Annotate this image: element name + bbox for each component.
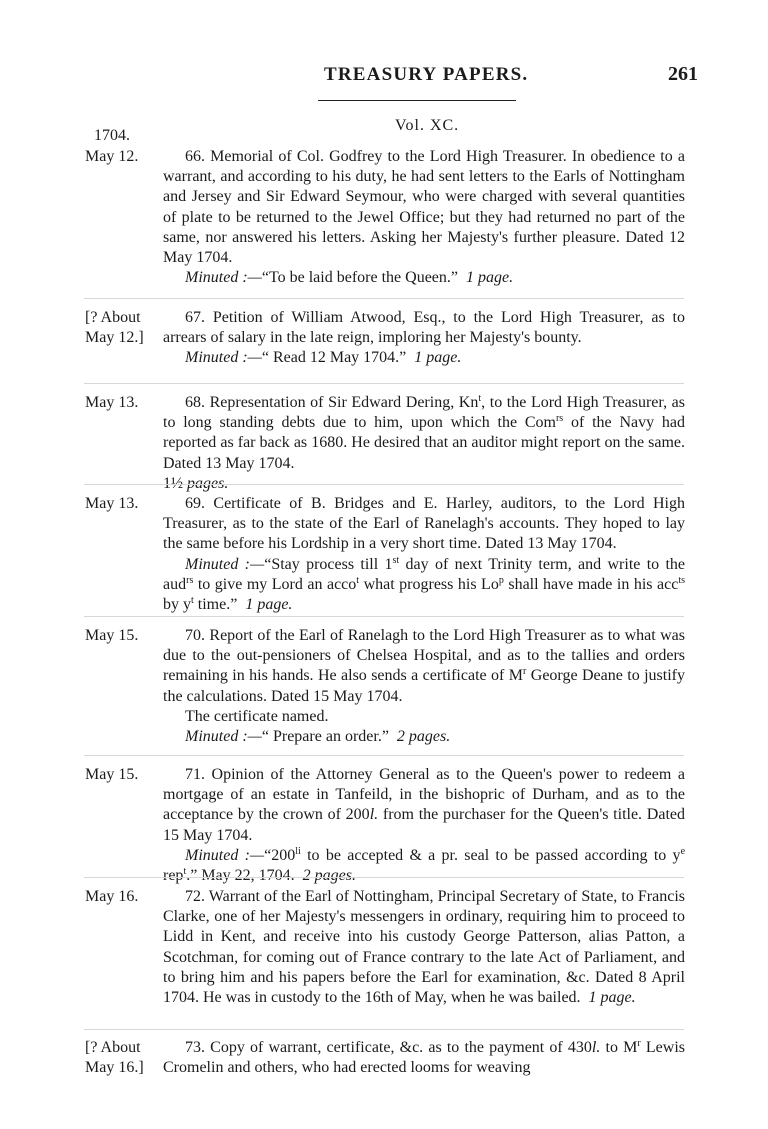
entry-67 xyxy=(163,308,685,369)
entry-divider xyxy=(84,383,684,384)
entry-text: 68. Representation of Sir Edward Dering, Kn$^t$, to the Lord High Treasurer, as to long standing debts due to him, upon which the Com$^{rs}$ of the Navy had reported as far back as 1680. He desired that an auditor might report on the same. Dated 13 May 1704. xyxy=(163,393,686,472)
entry-73 xyxy=(163,1038,685,1078)
minuted-text: Minuted $:—“200^{li}$ to be accepted & a pr. seal to be passed according to $y^e$ rep$^t$.” May 22, 1704. 2 pages. xyxy=(163,845,686,885)
minuted-text: “To be laid before the Queen.” xyxy=(261,269,458,287)
entry-text: 71. Opinion of the Attorney General as to the Queen's power to redeem a mortgage of an estate in Tanfeild, in the bishopric of Durham, and as to the acceptance by the crown of 200l. from the purchaser for the Queen's title. Dated 15 May 1704. xyxy=(163,766,685,844)
entry-71 xyxy=(163,765,685,886)
entry-divider xyxy=(84,755,684,756)
entry-66 xyxy=(163,147,685,288)
entry-text: 69. Certificate of B. Bridges and E. Harley, auditors, to the Lord High Treasurer, as to the state of the Earl of Ranelagh's accounts. They hoped to lay the same before his Lordship in a very short time. Dated 13 May 1704. xyxy=(163,495,685,553)
minuted-label: Minuted :— xyxy=(185,728,262,746)
entry-69 xyxy=(163,494,685,615)
entry-date: [? About May 16.] xyxy=(85,1039,144,1076)
running-title: TREASURY PAPERS. xyxy=(324,64,529,85)
page-count: 1 page. xyxy=(588,989,636,1007)
entry-68 xyxy=(163,393,685,494)
entry-text: 72. Warrant of the Earl of Nottingham, Principal Secretary of State, to Francis Clarke, one of her Majesty's messengers in ordinary, requiring him to proceed to Lidd in Kent, and receive into his custody George Patterson, alias Patton, a Scotchman, for coming out of France contrary to the late Act of Parliament, and to bring him and his papers before the Earl for examination, &c. Dated 8 April 1704. He was in custody to the 16th of May, when he was bailed. 1 page. xyxy=(163,888,685,1007)
entry-72 xyxy=(163,887,685,1008)
entry-text: 73. Copy of warrant, certificate, &c. as to the payment of 430l. to $M^r$ Lewis Cromelin and others, who had erected looms for weaving xyxy=(163,1038,686,1077)
year-margin: 1704. xyxy=(94,127,130,144)
entry-date: [? About May 12.] xyxy=(85,309,144,346)
entry-text: 66. Memorial of Col. Godfrey to the Lord High Treasurer. In obedience to a warrant, and according to his duty, he had sent letters to the Earls of Nottingham and Jersey and Sir Edward Seymour, who were charged with several quantities of plate to be returned to the Jewel Office; but they had returned no part of the same, nor answered his letters. Asking her Majesty's further pleasure. Dated 12 May 1704. xyxy=(163,148,685,267)
minuted-label: Minuted :— xyxy=(185,269,262,287)
page-count: 2 pages. xyxy=(396,728,451,746)
page-count: 1 page. xyxy=(414,349,462,367)
entry-date: May 13. xyxy=(85,394,139,411)
entry-date: May 12. xyxy=(85,148,139,165)
page-number: 261 xyxy=(668,63,698,85)
entry-date: May 13. xyxy=(85,495,139,512)
entry-divider xyxy=(84,616,684,617)
entry-date: May 15. xyxy=(85,627,139,644)
minuted-text: Minuted :—“Stay process till 1st day of next Trinity term, and write to the aud$^{rs}$ to give my Lord an acco$^t$ what progress his Lo$^p$ shall have made in his acc$^{ts}$ by $y^t$ time.” 1 page. xyxy=(163,554,686,614)
minuted-label: Minuted :— xyxy=(185,349,262,367)
entry-70 xyxy=(163,626,685,747)
page-count: 1 page. xyxy=(245,596,293,614)
page-count: 2 pages. xyxy=(302,867,356,885)
minuted-text: “ Prepare an order.” xyxy=(261,728,389,746)
header-rule xyxy=(318,100,516,101)
entry-date: May 15. xyxy=(85,766,139,783)
entry-divider xyxy=(84,484,684,485)
entry-text: 67. Petition of William Atwood, Esq., to the Lord High Treasurer, as to arrears of salary in the late reign, imploring her Majesty's bounty. xyxy=(163,309,685,347)
entry-divider xyxy=(84,1029,684,1030)
volume-heading: Vol. XC. xyxy=(395,117,460,134)
entry-text: 70. Report of the Earl of Ranelagh to the Lord High Treasurer as to what was due to the out-pensioners of Chelsea Hospital, and as to the tallies and orders remaining in his hands. He also sends a certificate of $M^r$ George Deane to justify the calculations. Dated 15 May 1704. xyxy=(163,627,685,705)
page-count: 1 page. xyxy=(466,269,514,287)
entry-divider xyxy=(84,298,684,299)
page-count: 1½ pages. xyxy=(163,474,229,492)
minuted-text: “ Read 12 May 1704.” xyxy=(261,349,407,367)
entry-date: May 16. xyxy=(85,888,139,905)
entry-note: The certificate named. xyxy=(185,707,329,725)
entry-divider xyxy=(84,877,684,878)
